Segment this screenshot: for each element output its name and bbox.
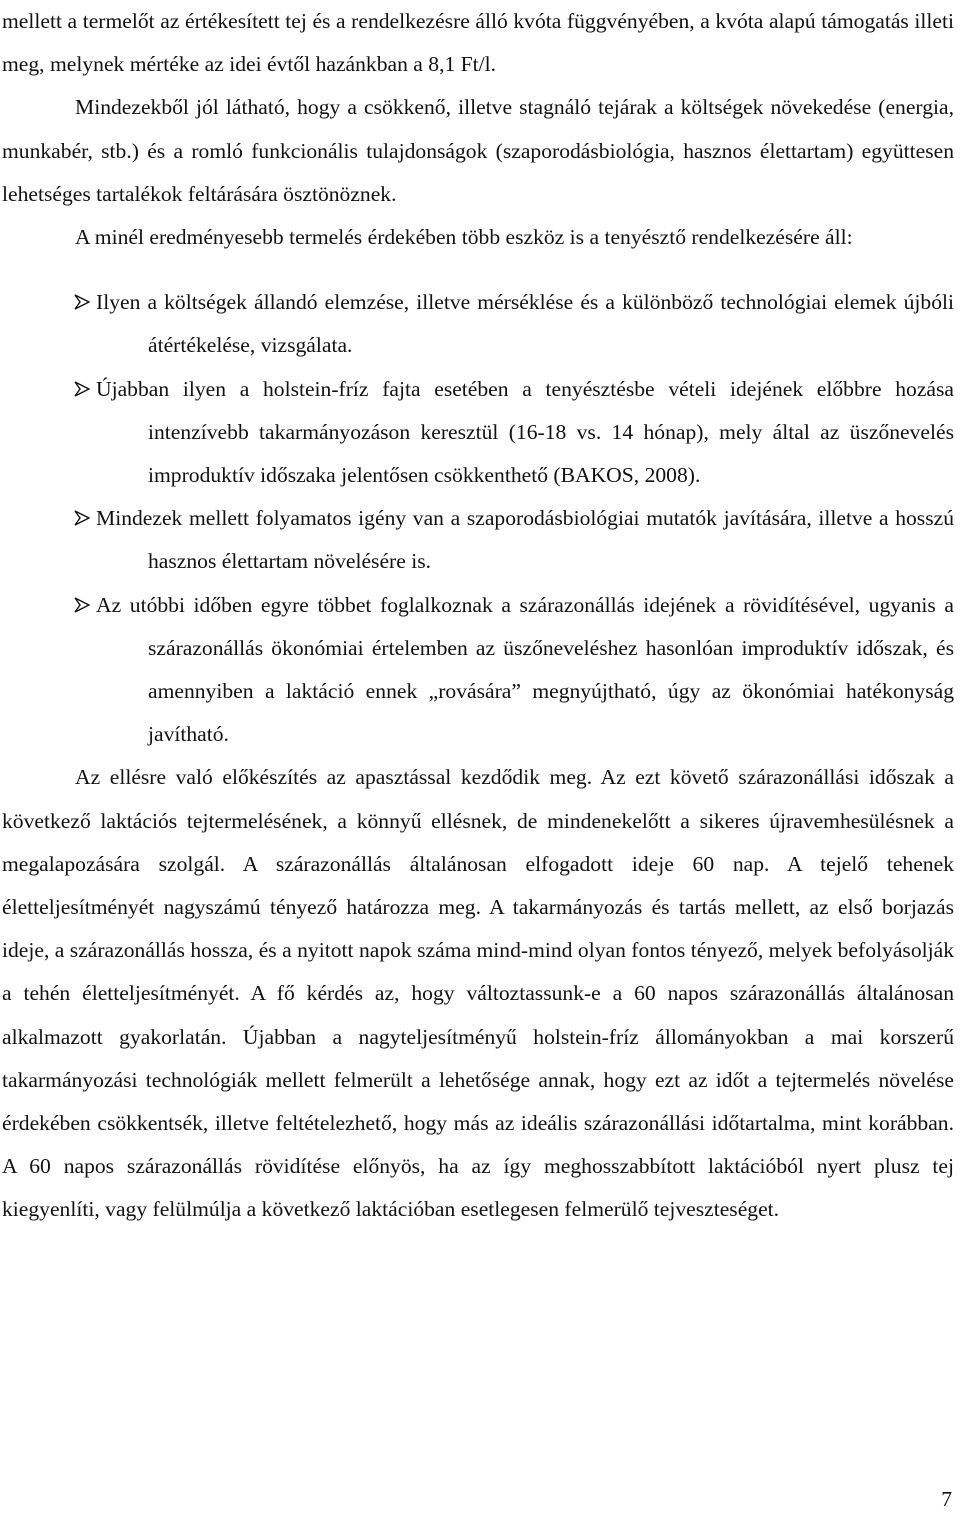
arrowhead-bullet-icon	[74, 510, 90, 526]
list-item	[2, 497, 954, 583]
arrowhead-bullet-icon	[74, 294, 90, 310]
list-item	[2, 368, 954, 498]
paragraph-dry-period: Az ellésre való előkészítés az apasztással kezdődik meg. Az ezt követő szárazonállási időszak a következő laktációs tejtermelésének, a könnyű ellésnek, de mindenekelőtt a sikeres újravemhesülésnek a megalapozására szolgál. A szárazonállás általánosan elfogadott ideje 60 nap. A tejelő tehenek életteljesítményét nagyszámú tényező határozza meg. A takarmányozás és tartás mellett, az első borjazás ideje, a szárazonállás hossza, és a nyitott napok száma mind-mind olyan fontos tényező, melyek befolyásolják a tehén életteljesítményét. A fő kérdés az, hogy változtassunk-e a 60 napos szárazonállás általánosan alkalmazott gyakorlatán. Újabban a nagyteljesítményű holstein-fríz állományokban a mai korszerű takarmányozási technológiák mellett felmerült a lehetősége annak, hogy ezt az időt a tejtermelés növelése érdekében csökkentsék, illetve feltételezhető, hogy más az ideális szárazonállási időtartalma, mint korábban. A 60 napos szárazonállás rövidítése előnyös, ha az így meghosszabbított laktációból nyert plusz tej kiegyenlíti, vagy felülmúlja a következő laktációban esetlegesen felmerülő tejveszteséget.	[2, 765, 954, 1222]
bullet-list	[2, 281, 954, 756]
page-number: 7	[941, 1487, 952, 1511]
list-item-text: Mindezek mellett folyamatos igény van a szaporodásbiológiai mutatók javítására, illetve a hosszú hasznos élettartam növelésére is.	[96, 506, 954, 574]
body-text	[2, 0, 954, 1232]
paragraph-continuation: mellett a termelőt az értékesített tej és a rendelkezésre álló kvóta függvényében, a kvóta alapú támogatás illeti meg, melynek mértéke az idei évtől hazánkban a 8,1 Ft/l.	[2, 9, 954, 77]
list-item-text: Újabban ilyen a holstein-fríz fajta esetében a tenyésztésbe vételi idejének előbbre hozása intenzívebb takarmányozáson keresztül (16-18 vs. 14 hónap), mely által az üszőnevelés improduktív időszaka jelentősen csökkenthető (BAKOS, 2008).	[96, 376, 954, 488]
list-item	[2, 584, 954, 757]
arrowhead-bullet-icon	[74, 597, 90, 613]
arrowhead-bullet-icon	[74, 381, 90, 397]
list-item	[2, 281, 954, 367]
paragraph-summary: Mindezekből jól látható, hogy a csökkenő, illetve stagnáló tejárak a költségek növekedése (energia, munkabér, stb.) és a romló funkcionális tulajdonságok (szaporodásbiológia, hasznos élettartam) együttesen lehetséges tartalékok feltárására ösztönöznek.	[2, 95, 954, 206]
list-item-text: Az utóbbi időben egyre többet foglalkoznak a szárazonállás idejének a rövidítésével, ugyanis a szárazonállás ökonómiai értelemben az üszőneveléshez hasonlóan improduktív időszak, és amennyiben a laktáció ennek „rovására” megnyújtható, úgy az ökonómiai hatékonyság javítható.	[96, 592, 954, 747]
list-item-text: Ilyen a költségek állandó elemzése, illetve mérséklése és a különböző technológiai elemek újbóli átértékelése, vizsgálata.	[96, 290, 954, 358]
paragraph-tools-intro: A minél eredményesebb termelés érdekében több eszköz is a tenyésztő rendelkezésére áll:	[75, 225, 853, 250]
